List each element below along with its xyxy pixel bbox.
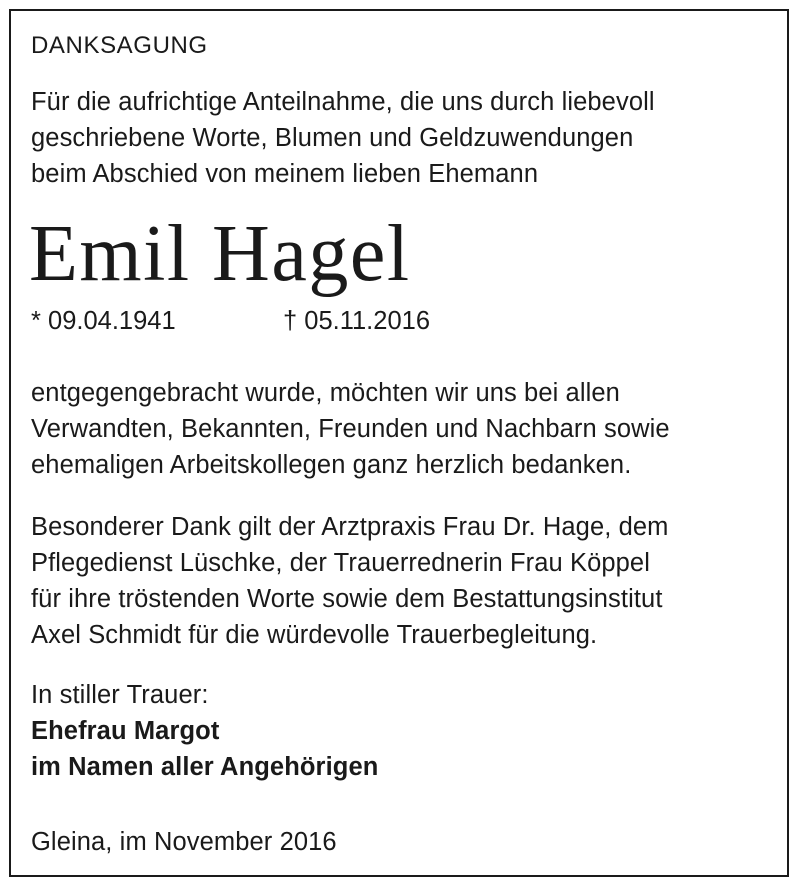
special-thanks-line-4: Axel Schmidt für die würdevolle Trauerbegleitung. bbox=[31, 621, 598, 649]
intro-line-3: beim Abschied von meinem lieben Ehemann bbox=[31, 160, 539, 188]
thanks-line-3: ehemaligen Arbeitskollegen ganz herzlich bedanken. bbox=[31, 451, 632, 479]
special-thanks-line-1: Besonderer Dank gilt der Arztpraxis Frau Dr. Hage, dem bbox=[31, 513, 669, 541]
birth-date: * 09.04.1941 bbox=[31, 307, 176, 335]
life-dates bbox=[31, 303, 430, 339]
deceased-name: Emil Hagel bbox=[29, 210, 411, 298]
notice-heading: DANKSAGUNG bbox=[31, 32, 208, 59]
intro-line-1: Für die aufrichtige Anteilnahme, die uns durch liebevoll bbox=[31, 88, 655, 116]
thanks-line-1: entgegengebracht wurde, möchten wir uns bei allen bbox=[31, 379, 620, 407]
signatory-2: im Namen aller Angehörigen bbox=[31, 753, 379, 781]
special-thanks-line-2: Pflegedienst Lüschke, der Trauerrednerin Frau Köppel bbox=[31, 549, 650, 577]
signatory-1: Ehefrau Margot bbox=[31, 717, 220, 745]
thanks-line-2: Verwandten, Bekannten, Freunden und Nachbarn sowie bbox=[31, 415, 670, 443]
mourning-label: In stiller Trauer: bbox=[31, 681, 209, 709]
special-thanks-line-3: für ihre tröstenden Worte sowie dem Bestattungsinstitut bbox=[31, 585, 663, 613]
death-date: † 05.11.2016 bbox=[283, 307, 430, 335]
place-date: Gleina, im November 2016 bbox=[31, 828, 337, 856]
intro-line-2: geschriebene Worte, Blumen und Geldzuwendungen bbox=[31, 124, 634, 152]
